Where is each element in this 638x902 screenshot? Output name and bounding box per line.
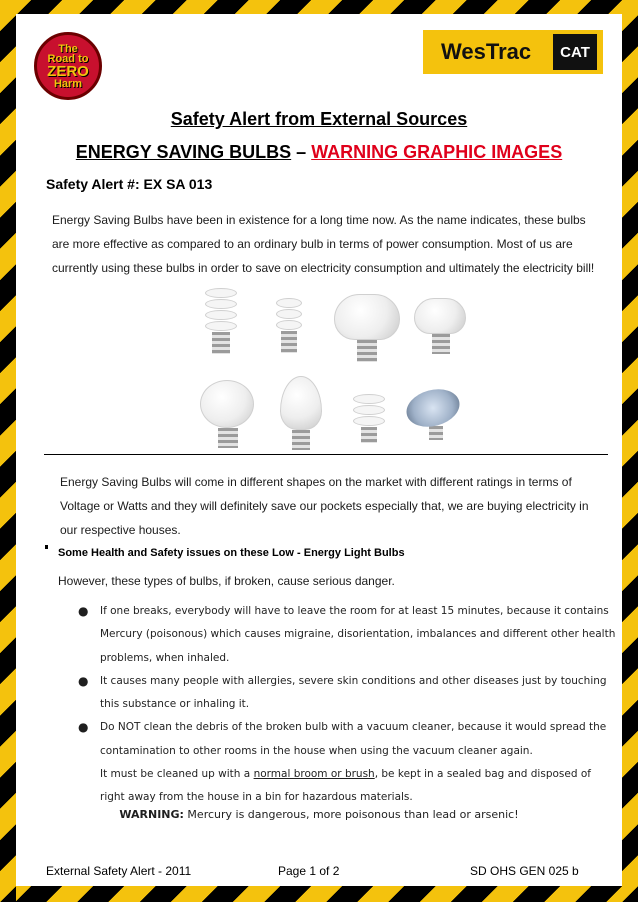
hazard-bullet-list (76, 600, 616, 810)
subtitle-topic: ENERGY SAVING BULBS (75, 142, 292, 162)
logo-line-4: Harm (53, 77, 83, 90)
spiral-bulb-image (196, 288, 246, 354)
logo-line-2: Road to (47, 52, 89, 65)
section-divider (44, 454, 608, 455)
cleanup-instructions (76, 763, 616, 810)
bullet-text: Do NOT clean the debris of the broken bulb with a vacuum cleaner, because it would spread the contamination to other rooms in the house when using the vacuum cleaner again. (100, 721, 607, 757)
led-spot-bulb-image (406, 390, 466, 440)
list-item (76, 670, 616, 717)
warning-label: WARNING: (119, 808, 184, 821)
cleanup-pre: It must be cleaned up with a (100, 768, 254, 781)
globe-bulb-image (200, 380, 256, 448)
broom-or-brush-text: normal broom or brush (253, 768, 375, 781)
page-title: Safety Alert from External Sources (170, 109, 468, 129)
bullet-text: If one breaks, everybody will have to leave the room for at least 15 minutes, because it contains Mercury (poisonous) which causes migraine, disorientation, imbalances and different other health problems, when inhaled. (100, 605, 616, 664)
cat-badge: CAT (551, 32, 599, 72)
bullet-icon: ● (78, 604, 89, 618)
shapes-paragraph: Energy Saving Bulbs will come in different shapes on the market with different ratings in terms of Voltage or Watts and they will definitely save our pockets especially that, we are buying electricity in our respective houses. (60, 475, 589, 537)
westrac-cat-logo (423, 30, 603, 74)
footer-page-number: Page 1 of 2 (278, 864, 340, 878)
intro-paragraph: Energy Saving Bulbs have been in existence for a long time now. As the name indicates, these bulbs are more effective as compared to an ordinary bulb in terms of power consumption. Most of us are currently using these bulbs in order to save on electricity consumption and ultimately the electricity bill! (52, 213, 595, 275)
footer-doc-code: SD OHS GEN 025 b (470, 864, 579, 878)
document-page (16, 14, 622, 886)
bullet-text: It causes many people with allergies, severe skin conditions and other diseases just by touching this substance or inhaling it. (100, 674, 607, 711)
road-to-zero-harm-logo (34, 32, 102, 100)
bullet-icon: ● (78, 720, 89, 735)
logo-line-1: The (58, 42, 78, 55)
mini-spiral-bulb-image (346, 394, 392, 443)
logo-line-3: ZERO (47, 62, 89, 80)
subtitle-dash: – (291, 142, 312, 162)
list-item (76, 600, 616, 670)
hazard-stripe-bottom (0, 886, 638, 902)
mercury-warning (16, 808, 622, 821)
hazard-stripe-left (0, 0, 16, 902)
reflector-bulb-small-image (414, 298, 468, 354)
footer-left: External Safety Alert - 2011 (46, 864, 192, 878)
cleanup-post: , be kept in a sealed bag and disposed of right away from the house in a bin for hazardous materials. (100, 768, 591, 804)
bullet-icon: ● (78, 673, 89, 688)
warning-text: Mercury is dangerous, more poisonous than lead or arsenic! (183, 808, 519, 821)
however-sentence: However, these types of bulbs, if broken, cause serious danger. (58, 574, 395, 588)
bulb-photos (176, 284, 472, 452)
list-item (76, 716, 616, 763)
spiral-bulb-small-image (266, 298, 312, 353)
reflector-bulb-image (334, 294, 400, 362)
page-subtitle (16, 142, 622, 163)
candle-bulb-image (278, 376, 324, 450)
alert-number: Safety Alert #: EX SA 013 (46, 176, 213, 192)
westrac-wordmark: WesTrac (441, 39, 532, 64)
section-marker (45, 545, 48, 549)
section-heading: Some Health and Safety issues on these Low - Energy Light Bulbs (58, 547, 405, 559)
hazard-stripe-right (622, 0, 638, 902)
hazard-stripe-top (0, 0, 638, 14)
subtitle-warning: WARNING GRAPHIC IMAGES (311, 142, 563, 162)
